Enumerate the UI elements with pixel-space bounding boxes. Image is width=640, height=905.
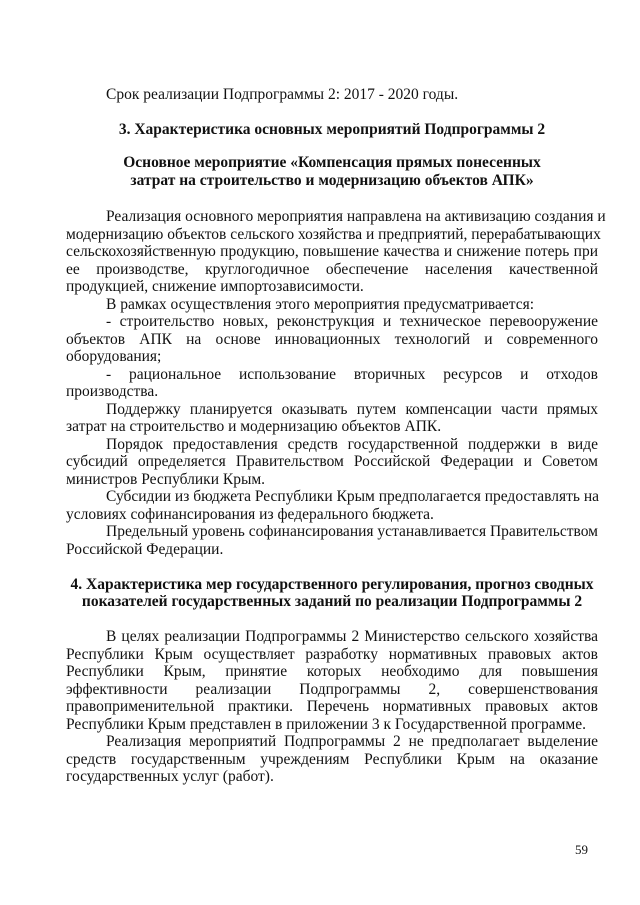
list-item-line: - строительство новых, реконструкция и техническое перевооружение	[106, 313, 598, 330]
page-number: 59	[575, 842, 588, 857]
list-item-line: оборудования;	[66, 348, 162, 365]
list-item-line: объектов АПК на основе инновационных технологий и современного	[66, 331, 598, 348]
paragraph-line: В целях реализации Подпрограммы 2 Министерство сельского хозяйства	[106, 628, 598, 645]
paragraph-line: эффективности реализации Подпрограммы 2, совершенствования	[66, 681, 598, 698]
paragraph-line: субсидий определяется Правительством Российской Федерации и Советом	[66, 453, 598, 470]
paragraph-line: Республики Крым осуществляет разработку нормативных правовых актов	[66, 646, 598, 663]
paragraph-line: Республики Крым представлен в приложении 3 к Государственной программе.	[66, 716, 586, 733]
list-item-line: - рациональное использование вторичных ресурсов и отходов	[106, 366, 598, 383]
section-4-heading-line: 4. Характеристика мер государственного регулирования, прогноз сводных	[70, 576, 594, 593]
paragraph-line: Предельный уровень софинансирования устанавливается Правительством	[106, 523, 598, 540]
paragraph-line: Поддержку планируется оказывать путем компенсации части прямых	[106, 401, 598, 418]
paragraph-line: Субсидии из бюджета Республики Крым предполагается предоставлять на	[106, 488, 600, 505]
paragraph-line: правоприменительной практики. Перечень нормативных правовых актов	[66, 698, 598, 715]
list-item-line: производства.	[66, 383, 159, 400]
paragraph-line: условиях софинансирования из федерального бюджета.	[66, 506, 434, 523]
paragraph-line: Реализация мероприятий Подпрограммы 2 не предполагает выделение	[106, 733, 598, 750]
section-3-heading: 3. Характеристика основных мероприятий Подпрограммы 2	[118, 121, 546, 138]
paragraph-line: государственных услуг (работ).	[66, 768, 274, 785]
paragraph-line: средств государственным учреждениям Республики Крым на оказание	[66, 751, 598, 768]
paragraph-line: В рамках осуществления этого мероприятия предусматривается:	[106, 296, 535, 313]
section-4-heading-line: показателей государственных заданий по реализации Подпрограммы 2	[81, 593, 583, 610]
paragraph-line: продукцией, снижение импортозависимости.	[66, 278, 364, 295]
paragraph-line: модернизацию объектов сельского хозяйства и предприятий, перерабатывающих	[66, 226, 601, 243]
paragraph-line: сельскохозяйственную продукцию, повышение качества и снижение потерь при	[66, 243, 598, 260]
paragraph-line: Российской Федерации.	[66, 541, 224, 558]
paragraph-line: Реализация основного мероприятия направлена на активизацию создания и	[106, 208, 606, 225]
paragraph-line: Порядок предоставления средств государственной поддержки в виде	[106, 436, 598, 453]
paragraph-line: министров Республики Крым.	[66, 471, 266, 488]
term-line: Срок реализации Подпрограммы 2: 2017 - 2020 годы.	[106, 86, 459, 103]
paragraph-line: ее производстве, круглогодичное обеспечение населения качественной	[66, 261, 598, 278]
subsection-heading-line: Основное мероприятие «Компенсация прямых понесенных	[123, 154, 541, 171]
subsection-heading-line: затрат на строительство и модернизацию объектов АПК»	[130, 172, 534, 189]
paragraph-line: затрат на строительство и модернизацию объектов АПК.	[66, 418, 442, 435]
paragraph-line: Республики Крым, принятие которых необходимо для повышения	[66, 663, 598, 680]
